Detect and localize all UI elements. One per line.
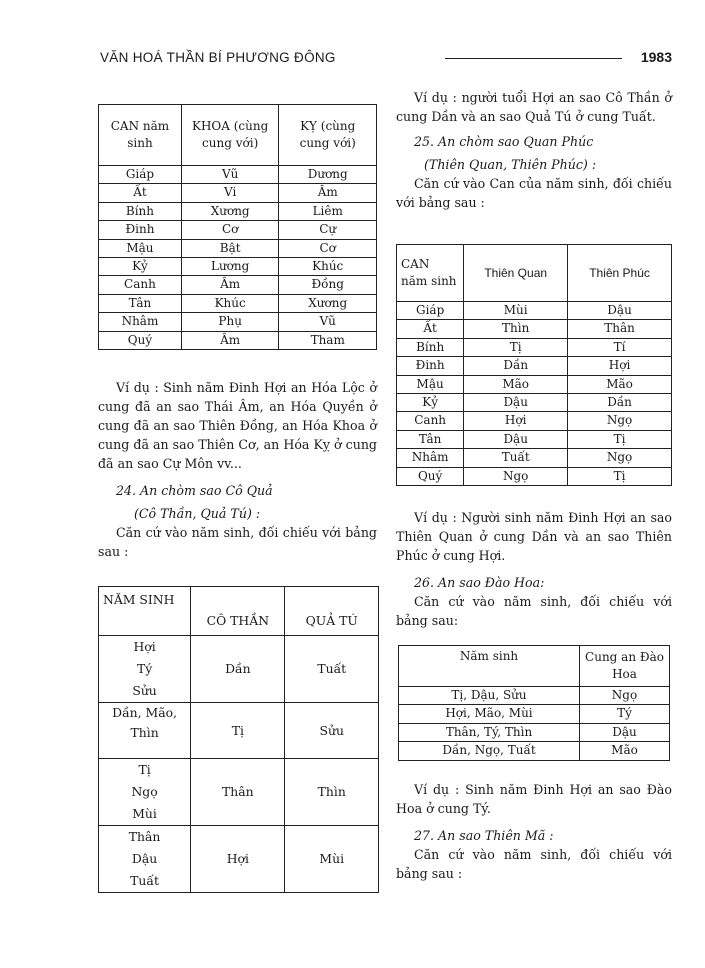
example-paragraph: Ví dụ : Người sinh năm Đinh Hợi an sao Thiên Quan ở cung Dần và an sao Thiên Phúc ở cung Hợi. (396, 510, 672, 563)
table-header-cell: NĂM SINH (99, 587, 191, 636)
table-cell: Cơ (181, 221, 279, 239)
table-cell: Khúc (181, 294, 279, 312)
dao-hoa-table (398, 645, 670, 761)
table-cell: Mão (464, 375, 568, 393)
table-cell: Thân (568, 320, 672, 338)
table-cell: Thìn (285, 759, 379, 826)
table-cell: Hợi, Mão, Mùi (399, 705, 580, 723)
header-rule (445, 58, 622, 59)
table-cell: Phụ (181, 313, 279, 331)
table-cell: Quý (397, 467, 464, 485)
table-header-row (99, 105, 377, 166)
table-cell: Tham (279, 331, 377, 349)
body-paragraph: Căn cứ vào Can của năm sinh, đối chiếu với bảng sau : (396, 176, 672, 210)
table-cell: Hợi (191, 826, 285, 893)
table-cell: Ngọ (568, 412, 672, 430)
right-text-top (396, 88, 672, 212)
table-cell: Mậu (397, 375, 464, 393)
table-cell: Hợi (464, 412, 568, 430)
table-cell: Âm (181, 331, 279, 349)
table-cell: Ngọ (568, 449, 672, 467)
table-header-cell: CAN năm sinh (99, 105, 182, 166)
table-row (99, 703, 379, 759)
running-title: VĂN HOÁ THẦN BÍ PHƯƠNG ĐÔNG (100, 50, 336, 65)
table-row (99, 166, 377, 184)
table-cell: Dần (464, 357, 568, 375)
body-paragraph: Căn cứ vào năm sinh, đối chiếu với bảng sau : (98, 525, 377, 559)
table-header-cell: Năm sinh (399, 646, 580, 687)
table-row (99, 239, 377, 257)
table-cell: Dậu (464, 430, 568, 448)
year-item: Tị (138, 762, 151, 777)
right-text-bottom (396, 780, 672, 883)
table-row (397, 467, 672, 485)
table-cell: Giáp (99, 166, 182, 184)
table-cell: Ngọ (580, 687, 670, 705)
section-heading-25: 25. An chòm sao Quan Phúc (414, 134, 594, 149)
table-row (399, 742, 670, 760)
table-cell: Dần (568, 394, 672, 412)
running-header (100, 48, 672, 70)
table-cell: Tí (568, 338, 672, 356)
table-row (397, 357, 672, 375)
table-header-cell: CAN năm sinh (397, 245, 464, 302)
table-cell: Dậu (580, 723, 670, 741)
table-cell (99, 636, 191, 703)
table-cell: Mão (568, 375, 672, 393)
table-cell: Cự (279, 221, 377, 239)
table-header-cell: Thiên Quan (464, 245, 568, 302)
table-cell: Mùi (464, 302, 568, 320)
table-cell: Kỷ (99, 258, 182, 276)
table-row (397, 338, 672, 356)
table-row (397, 375, 672, 393)
table-cell: Hợi (568, 357, 672, 375)
table-header-cell: Cung an Đào Hoa (580, 646, 670, 687)
table-cell: Dậu (464, 394, 568, 412)
table-cell: Tuất (464, 449, 568, 467)
table-cell: Dậu (568, 302, 672, 320)
table-row (397, 449, 672, 467)
table-cell: Tị, Dậu, Sửu (399, 687, 580, 705)
table-cell: Thìn (464, 320, 568, 338)
table-cell (99, 759, 191, 826)
table-header-cell: CÔ THẦN (191, 587, 285, 636)
table-row (397, 430, 672, 448)
khoa-ky-table (98, 104, 377, 350)
table-cell: Sửu (285, 703, 379, 759)
body-paragraph: Căn cứ vào năm sinh, đối chiếu với bảng sau: (396, 594, 672, 628)
year-item: Thân (128, 829, 161, 844)
table-cell: Xương (279, 294, 377, 312)
table-cell: Âm (181, 276, 279, 294)
table-cell: Tân (99, 294, 182, 312)
table-cell: Đinh (99, 221, 182, 239)
section-subheading-25: (Thiên Quan, Thiên Phúc) : (424, 157, 597, 172)
page-number: 1983 (640, 49, 672, 65)
table-header-cell: Thiên Phúc (568, 245, 672, 302)
table-cell: Xương (181, 202, 279, 220)
year-item: Sửu (132, 683, 157, 698)
table-cell: Kỷ (397, 394, 464, 412)
table-cell: Tị (464, 338, 568, 356)
table-row (399, 687, 670, 705)
table-cell (99, 703, 191, 759)
table-row (99, 826, 379, 893)
table-row (99, 331, 377, 349)
table-cell: Dần, Ngọ, Tuất (399, 742, 580, 760)
table-row (99, 202, 377, 220)
table-row (99, 294, 377, 312)
table-cell: Canh (397, 412, 464, 430)
table-cell: Vi (181, 184, 279, 202)
table-row (99, 313, 377, 331)
table-row (397, 320, 672, 338)
table-cell: Cơ (279, 239, 377, 257)
table-cell: Ất (397, 320, 464, 338)
table-cell: Nhâm (397, 449, 464, 467)
section-heading-27: 27. An sao Thiên Mã : (414, 828, 554, 843)
table-cell: Dương (279, 166, 377, 184)
table-cell: Âm (279, 184, 377, 202)
table-header-cell: KỴ (cùng cung với) (279, 105, 377, 166)
table-row (99, 276, 377, 294)
table-cell: Đồng (279, 276, 377, 294)
table-row (99, 221, 377, 239)
year-item: Dần, Mão, (112, 705, 177, 720)
quan-phuc-table (396, 244, 672, 486)
table-cell: Nhâm (99, 313, 182, 331)
table-cell: Vũ (279, 313, 377, 331)
table-row (99, 759, 379, 826)
left-text-block (98, 378, 377, 561)
table-cell: Lương (181, 258, 279, 276)
year-item: Hợi (133, 639, 156, 654)
table-cell: Ất (99, 184, 182, 202)
table-cell: Tân (397, 430, 464, 448)
year-item: Mùi (132, 806, 157, 821)
table-cell: Bính (397, 338, 464, 356)
table-row (99, 258, 377, 276)
table-cell: Ngọ (464, 467, 568, 485)
table-cell: Canh (99, 276, 182, 294)
table-row (99, 636, 379, 703)
year-item: Tý (136, 661, 153, 676)
table-cell: Mậu (99, 239, 182, 257)
section-subheading-24: (Cô Thần, Quả Tú) : (134, 506, 261, 521)
table-cell: Tị (568, 430, 672, 448)
table-header-row (399, 646, 670, 687)
year-item: Dậu (131, 851, 158, 866)
example-paragraph: Ví dụ : Sinh năm Đinh Hợi an sao Đào Hoa ở cung Tý. (396, 782, 672, 816)
table-row (397, 394, 672, 412)
table-cell: Đinh (397, 357, 464, 375)
table-cell: Thân (191, 759, 285, 826)
table-header-row (397, 245, 672, 302)
table-cell (99, 826, 191, 893)
table-header-row (99, 587, 379, 636)
year-item: Thìn (130, 725, 159, 740)
table-header-cell: KHOA (cùng cung với) (181, 105, 279, 166)
table-cell: Thân, Tý, Thìn (399, 723, 580, 741)
table-row (397, 302, 672, 320)
co-qua-table (98, 586, 379, 893)
year-item: Ngọ (131, 784, 158, 799)
section-heading-26: 26. An sao Đào Hoa: (414, 575, 545, 590)
year-item: Tuất (130, 873, 159, 888)
table-header-cell: QUẢ TÚ (285, 587, 379, 636)
table-cell: Giáp (397, 302, 464, 320)
table-row (399, 723, 670, 741)
table-row (99, 184, 377, 202)
example-paragraph: Ví dụ : Sinh năm Đinh Hợi an Hóa Lộc ở cung đã an sao Thái Âm, an Hóa Quyền ở cung đã an sao Thiên Đồng, an Hóa Khoa ở cung đã an sao Thiên Cơ, an Hóa Kỵ ở cung đã an sao Cự Môn vv... (98, 380, 377, 471)
table-cell: Quý (99, 331, 182, 349)
table-cell: Liêm (279, 202, 377, 220)
body-paragraph: Căn cứ vào năm sinh, đối chiếu với bảng sau : (396, 847, 672, 881)
right-text-middle (396, 508, 672, 630)
table-cell: Mão (580, 742, 670, 760)
table-cell: Tị (568, 467, 672, 485)
table-cell: Dần (191, 636, 285, 703)
table-cell: Tị (191, 703, 285, 759)
table-cell: Mùi (285, 826, 379, 893)
table-cell: Bính (99, 202, 182, 220)
table-cell: Bật (181, 239, 279, 257)
section-heading-24: 24. An chòm sao Cô Quả (116, 483, 273, 498)
table-cell: Tuất (285, 636, 379, 703)
table-cell: Tý (580, 705, 670, 723)
table-row (397, 412, 672, 430)
table-row (399, 705, 670, 723)
table-cell: Vũ (181, 166, 279, 184)
example-paragraph: Ví dụ : người tuổi Hợi an sao Cô Thần ở cung Dần và an sao Quả Tú ở cung Tuất. (396, 90, 672, 124)
table-cell: Khúc (279, 258, 377, 276)
